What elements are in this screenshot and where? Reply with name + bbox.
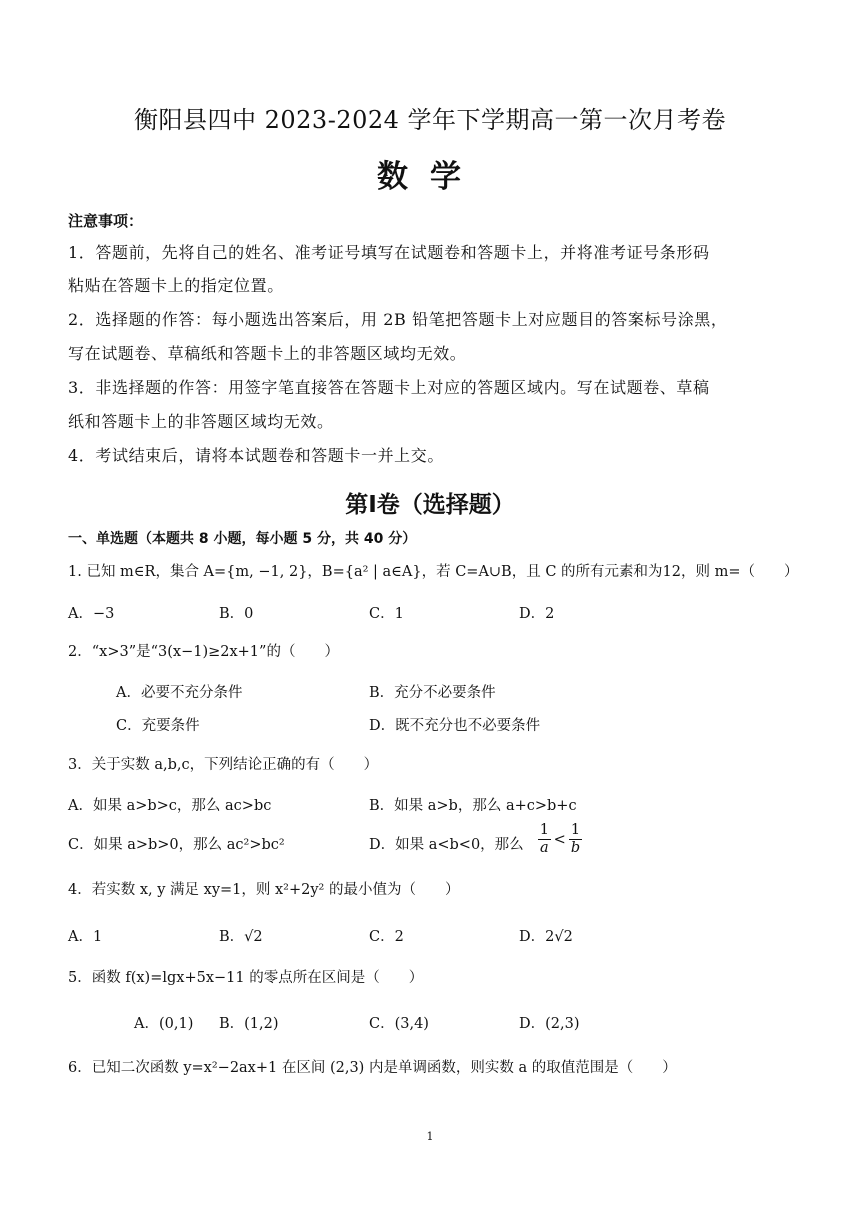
question-3-option-a: A．如果 a>b>c，那么 ac>bc [68, 798, 272, 814]
subject-title: 数学 [377, 159, 483, 195]
question-2-option-b: B．充分不必要条件 [369, 685, 496, 701]
question-4-option-c: C．2 [369, 929, 404, 945]
fraction-denominator: b [570, 840, 581, 856]
notice-line: 纸和答题卡上的非答题区域均无效。 [68, 412, 334, 431]
question-2-option-c: C．充要条件 [116, 718, 200, 734]
notice-line: 写在试题卷、草稿纸和答题卡上的非答题区域均无效。 [68, 344, 467, 363]
question-3-option-d-fraction [538, 822, 582, 857]
question-1-stem: 1. 已知 m∈R，集合 A={m, −1, 2}，B={a² | a∈A}，若 C=A∪B，且 C 的所有元素和为12，则 m=（ ） [68, 564, 799, 580]
question-3-stem: 3．关于实数 a,b,c，下列结论正确的有（ ） [68, 757, 379, 773]
question-6-stem: 6．已知二次函数 y=x²−2ax+1 在区间 (2,3) 内是单调函数，则实数 a 的取值范围是（ ） [68, 1060, 677, 1076]
notice-line: 1．答题前，先将自己的姓名、准考证号填写在试题卷和答题卡上，并将准考证号条形码 [68, 243, 710, 262]
page-number: 1 [426, 1130, 434, 1143]
question-3-option-d: D．如果 a<b<0，那么 [369, 837, 524, 853]
question-4-option-b: B．√2 [219, 929, 263, 945]
question-3-option-b: B．如果 a>b，那么 a+c>b+c [369, 798, 577, 814]
notice-line: 4．考试结束后，请将本试题卷和答题卡一并上交。 [68, 446, 444, 465]
question-4-option-d: D．2√2 [519, 929, 573, 945]
question-2-stem: 2．“x>3”是“3(x−1)≥2x+1”的（ ） [68, 644, 339, 660]
question-1-option-c: C．1 [369, 606, 404, 622]
notice-line: 2．选择题的作答：每小题选出答案后，用 2B 铅笔把答题卡上对应题目的答案标号涂黑， [68, 310, 728, 329]
question-5-option-a: A．(0,1) [134, 1016, 194, 1032]
question-3-option-c: C．如果 a>b>0，那么 ac²>bc² [68, 837, 285, 853]
question-2-option-d: D．既不充分也不必要条件 [369, 718, 541, 734]
question-2-option-a: A．必要不充分条件 [116, 685, 243, 701]
question-5-stem: 5．函数 f(x)=lgx+5x−11 的零点所在区间是（ ） [68, 970, 424, 986]
question-1-option-a: A．−3 [68, 606, 115, 622]
section-title: 第Ⅰ卷（选择题） [345, 492, 515, 518]
exam-title: 衡阳县四中 2023-2024 学年下学期高一第一次月考卷 [133, 106, 727, 134]
notice-heading: 注意事项： [68, 212, 144, 230]
question-4-stem: 4．若实数 x, y 满足 xy=1，则 x²+2y² 的最小值为（ ） [68, 882, 460, 898]
notice-line: 3．非选择题的作答：用签字笔直接答在答题卡上对应的答题区域内。写在试题卷、草稿 [68, 378, 710, 397]
question-1-option-b: B．0 [219, 606, 254, 622]
question-4-option-a: A．1 [68, 929, 103, 945]
question-1-option-d: D．2 [519, 606, 555, 622]
fraction-operator: < [553, 831, 566, 848]
fraction-numerator: 1 [570, 822, 581, 838]
question-5-option-c: C．(3,4) [369, 1016, 429, 1032]
part-title: 一、单选题（本题共 8 小题，每小题 5 分，共 40 分） [68, 531, 417, 547]
notice-line: 粘贴在答题卡上的指定位置。 [68, 276, 284, 295]
question-5-option-b: B．(1,2) [219, 1016, 279, 1032]
fraction-denominator: a [540, 840, 549, 856]
fraction-numerator: 1 [539, 822, 549, 838]
question-5-option-d: D．(2,3) [519, 1016, 580, 1032]
